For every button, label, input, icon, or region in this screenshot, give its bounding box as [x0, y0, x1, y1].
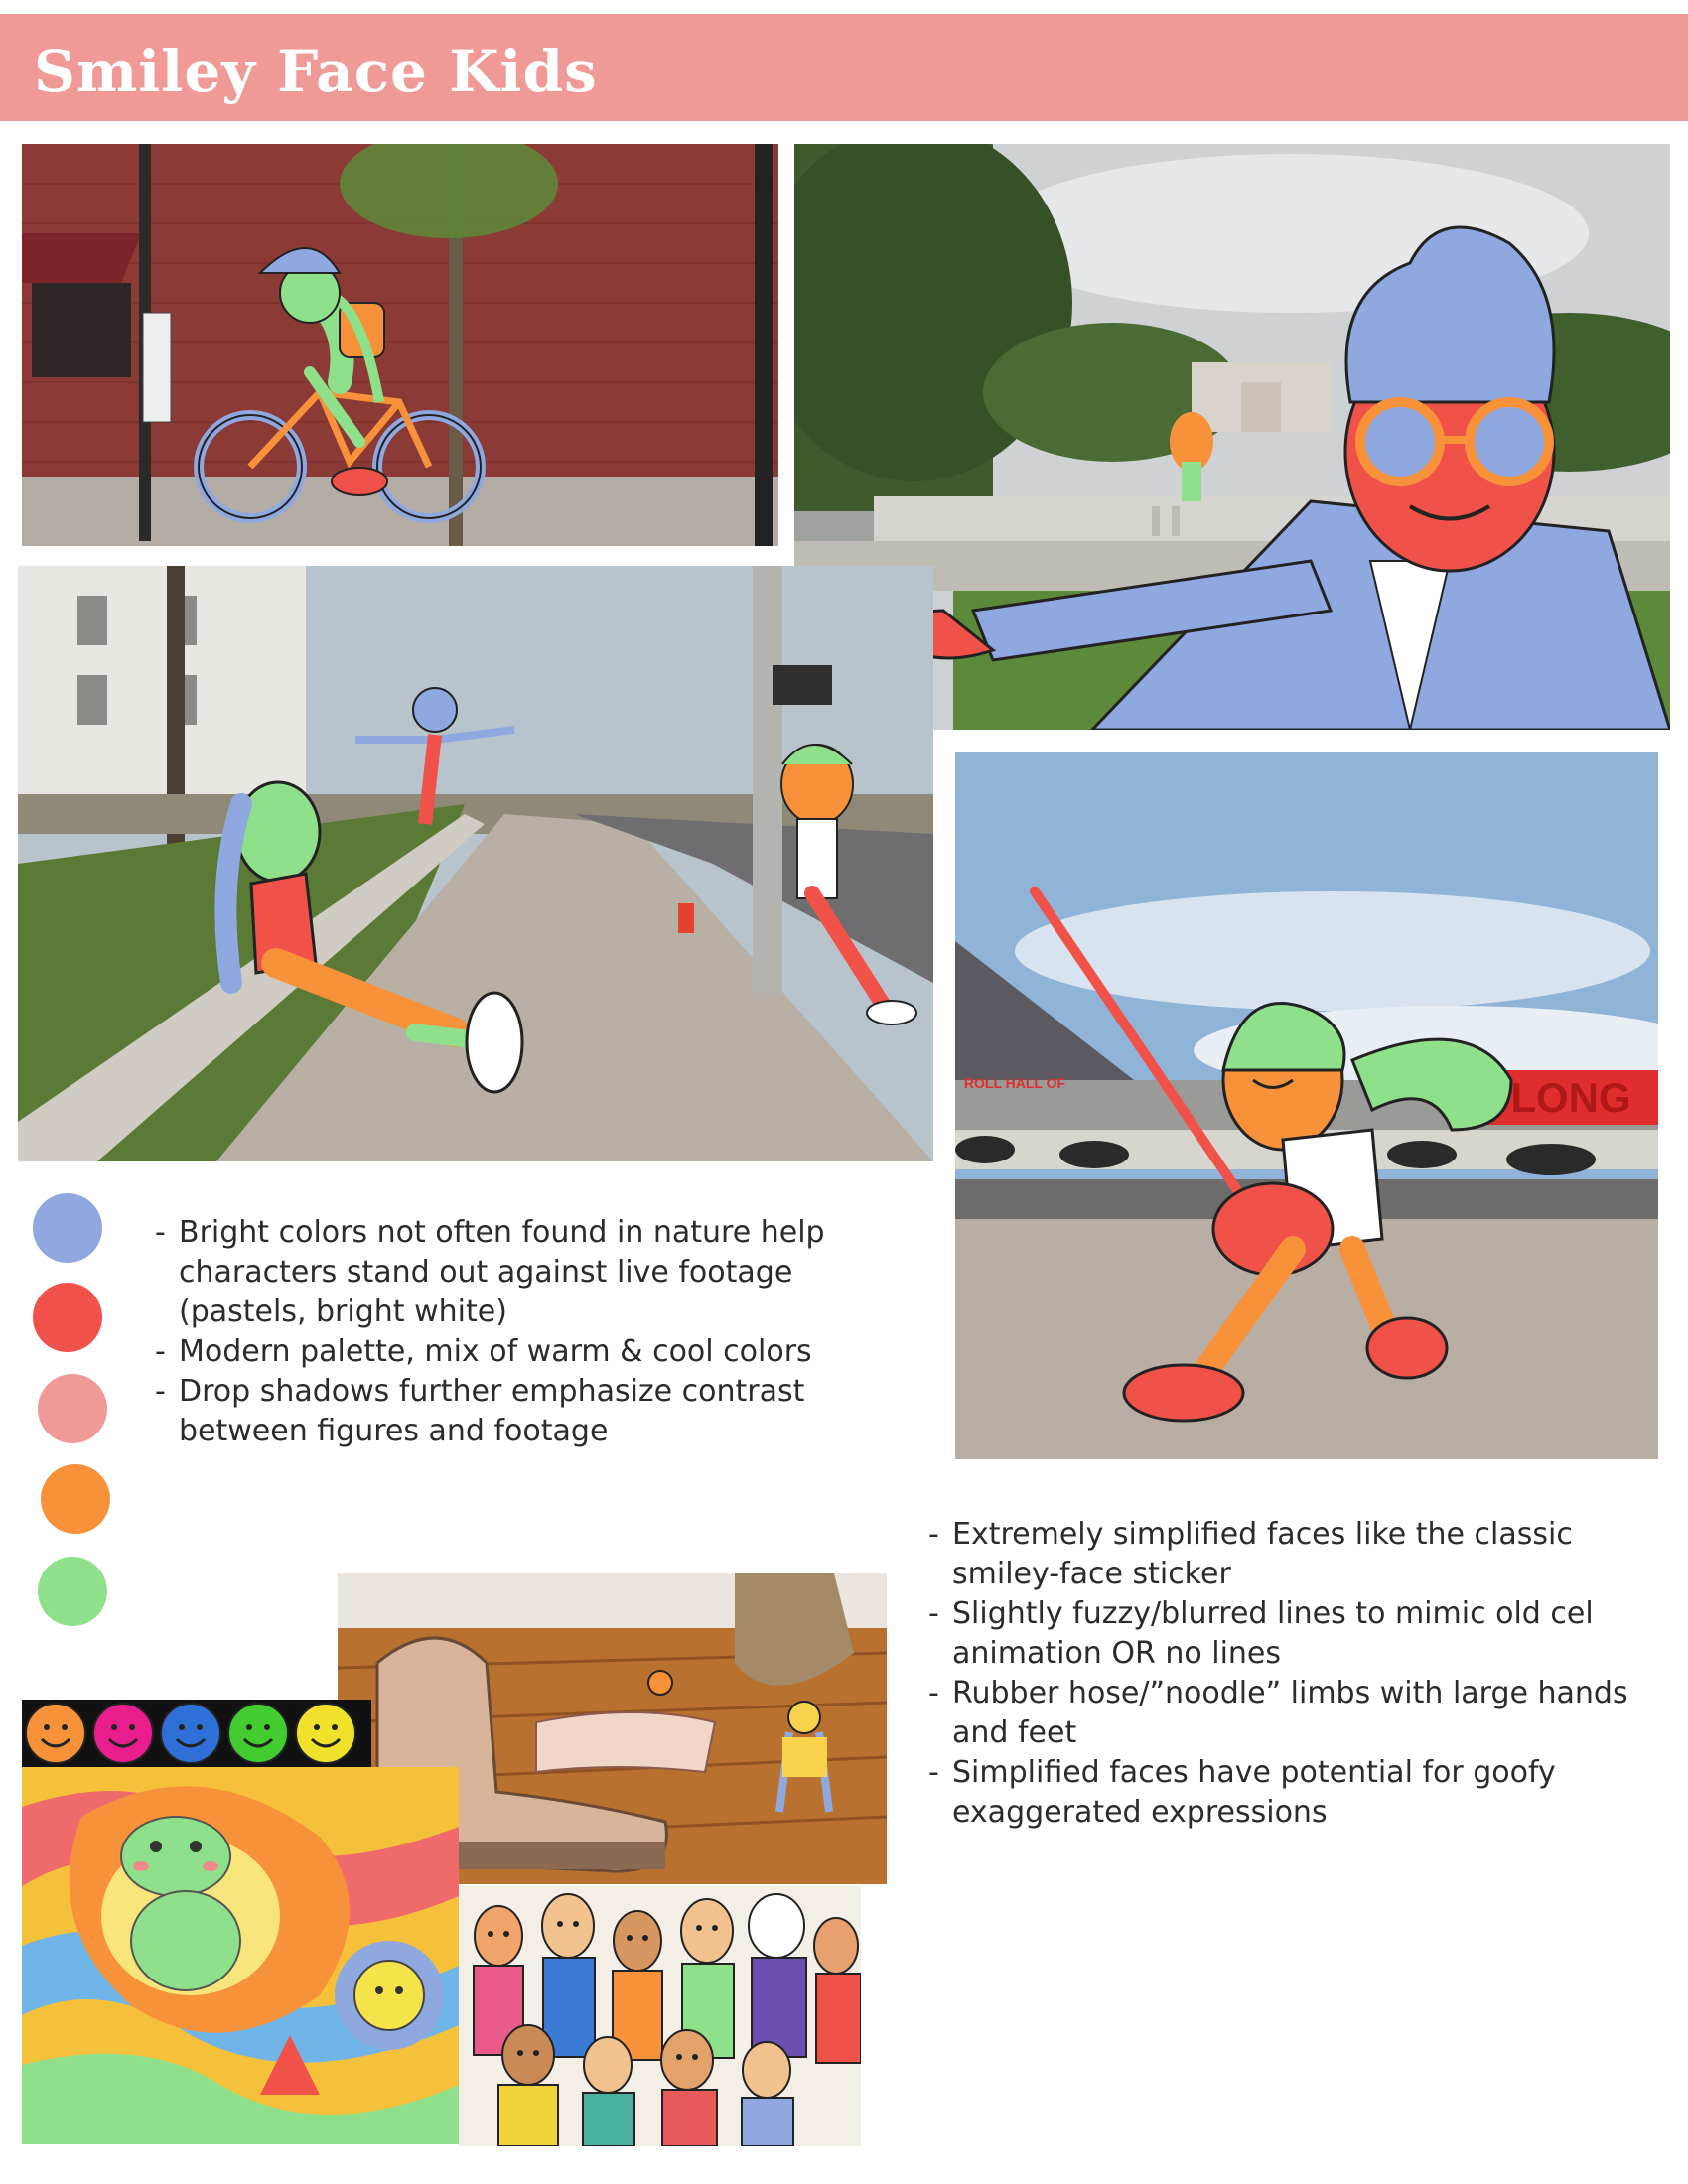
photo-guitarist-plaza — [955, 752, 1658, 1459]
photo-sidewalk-characters — [18, 566, 933, 1161]
swatch-green — [38, 1557, 107, 1626]
title-bar — [0, 14, 1688, 121]
note-right-item: - Extremely simplified faces like the classic smiley-face sticker — [928, 1515, 1663, 1594]
photo-cyclist-brick-wall — [22, 144, 778, 546]
illustration-psychedelic-frog — [22, 1767, 459, 2144]
long-sign-text: LONG — [1510, 1074, 1631, 1121]
note-left-item: - Modern palette, mix of warm & cool colors — [155, 1332, 890, 1372]
note-left-item: - Drop shadows further emphasize contrast between figures and footage — [155, 1372, 890, 1451]
swatch-red — [33, 1283, 102, 1352]
swatch-pink — [38, 1374, 107, 1443]
smiley-sticker-strip — [22, 1700, 371, 1767]
swatch-orange — [41, 1464, 110, 1534]
page-title: Smiley Face Kids — [34, 38, 598, 105]
note-left-item: - Bright colors not often found in nature help characters stand out against live footage (pastels, bright white) — [155, 1213, 890, 1332]
note-right-item: - Rubber hose/”noodle” limbs with large hands and feet — [928, 1674, 1663, 1753]
note-right-item: - Slightly fuzzy/blurred lines to mimic old cel animation OR no lines — [928, 1594, 1663, 1674]
hall-of-fame-sign-text: ROLL HALL OF — [963, 1075, 1066, 1091]
illustration-crowd-characters — [459, 1886, 861, 2146]
notes-right — [928, 1515, 1663, 1833]
swatch-blue — [33, 1193, 102, 1263]
notes-left — [155, 1213, 890, 1451]
note-right-item: - Simplified faces have potential for goofy exaggerated expressions — [928, 1753, 1663, 1833]
